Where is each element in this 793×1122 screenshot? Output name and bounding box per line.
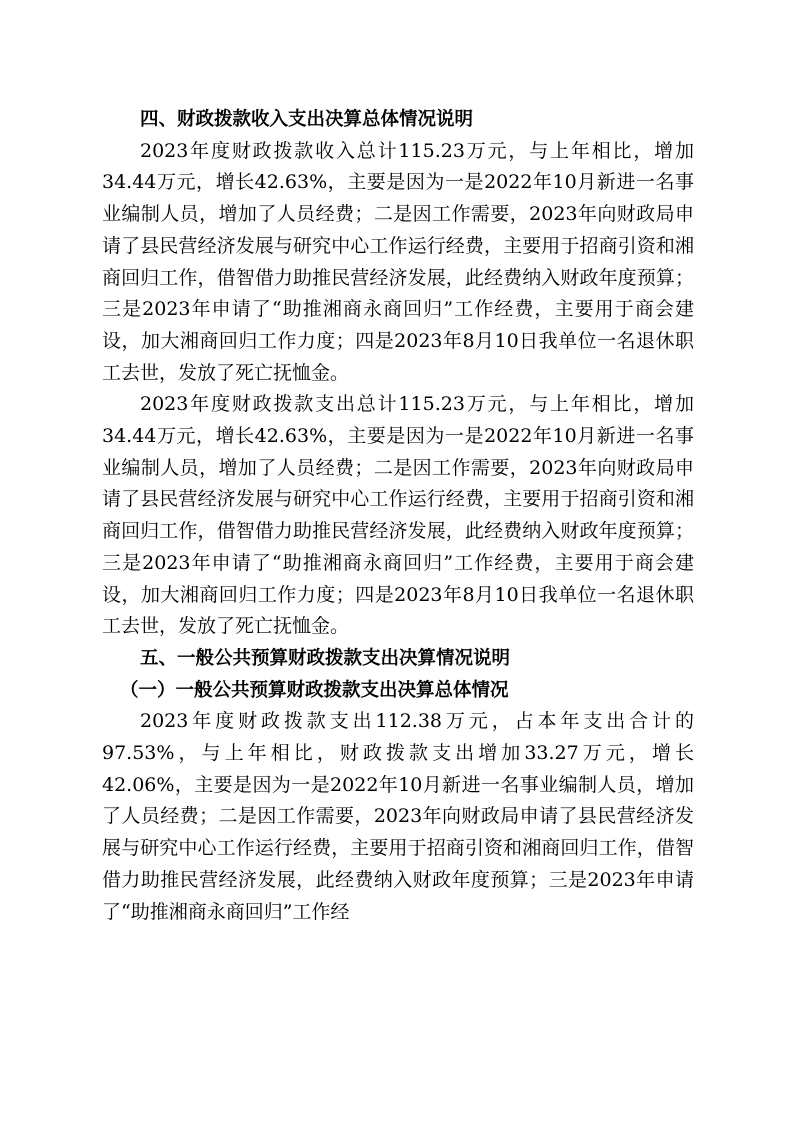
section-5-heading: 五、一般公共预算财政拨款支出决算情况说明 — [140, 647, 511, 669]
income-paragraph: 2023年度财政拨款收入总计115.23万元，与上年相比，增加34.44万元，增长42.63%，主要是因为一是2022年10月新进一名事业编制人员，增加了人员经费；二是因工作需要，2023年向财政局申请了县民营经济发展与研究中心工作运行经费，主要用于招商引资和湘商回归工作，借智借力助推民营经济发展，此经费纳入财政年度预算；三是2023年申请了“助推湘商永商回归”工作经费，主要用于商会建设，加大湘商回归工作力度；四是2023年8月10日我单位一名退休职工去世，发放了死亡抚恤金。 — [102, 139, 694, 384]
section-4-heading: 四、财政拨款收入支出决算总体情况说明 — [140, 109, 474, 130]
page-content — [102, 104, 694, 928]
general-budget-expense-paragraph: 2023年度财政拨款支出112.38万元，占本年支出合计的97.53%，与上年相比，财政拨款支出增加33.27万元，增长42.06%，主要是因为一是2022年10月新进一名事业编制人员，增加了人员经费；二是因工作需要，2023年向财政局申请了县民营经济发展与研究中心工作运行经费，主要用于招商引资和湘商回归工作，借智借力助推民营经济发展，此经费纳入财政年度预算；三是2023年申请了“助推湘商永商回归”工作经 — [102, 710, 694, 923]
section-5-1-subheading: （一）一般公共预算财政拨款支出决算总体情况 — [120, 679, 509, 701]
expense-paragraph: 2023年度财政拨款支出总计115.23万元，与上年相比，增加34.44万元，增长42.63%，主要是因为一是2022年10月新进一名事业编制人员，增加了人员经费；二是因工作需要，2023年向财政局申请了县民营经济发展与研究中心工作运行经费，主要用于招商引资和湘商回归工作，借智借力助推民营经济发展，此经费纳入财政年度预算；三是2023年申请了“助推湘商永商回归”工作经费，主要用于商会建设，加大湘商回归工作力度；四是2023年8月10日我单位一名退休职工去世，发放了死亡抚恤金。 — [102, 393, 694, 638]
